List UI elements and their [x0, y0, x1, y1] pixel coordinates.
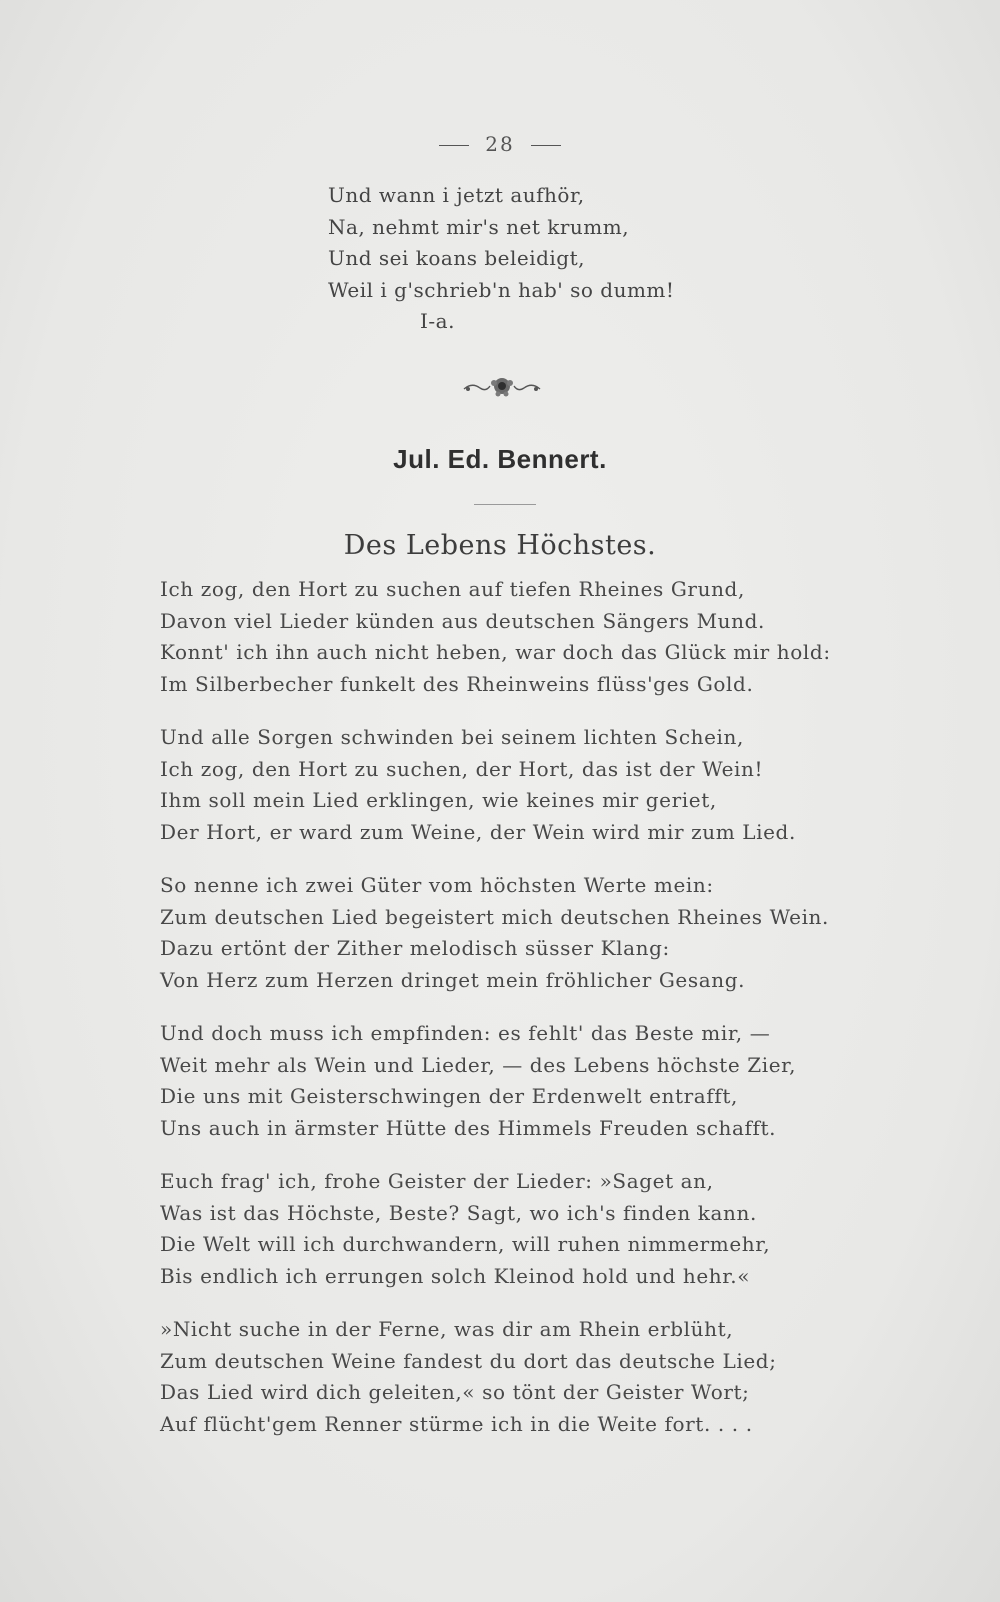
poem-line: Uns auch in ärmster Hütte des Himmels Freuden schafft. — [160, 1115, 777, 1140]
poem-line: Was ist das Höchste, Beste? Sagt, wo ich's finden kann. — [160, 1200, 757, 1225]
poem-body — [160, 574, 920, 1462]
poem-line: Zum deutschen Weine fandest du dort das deutsche Lied; — [160, 1348, 777, 1373]
intro-line: Weil i g'schrieb'n hab' so dumm! — [328, 277, 675, 302]
stanza — [160, 1314, 920, 1440]
intro-line: Und sei koans beleidigt, — [328, 246, 585, 270]
intro-signature: I-a. — [420, 309, 455, 333]
poem-line: So nenne ich zwei Güter vom höchsten Werte mein: — [160, 873, 714, 897]
poem-line: Zum deutschen Lied begeistert mich deutschen Rheines Wein. — [160, 904, 829, 929]
stanza — [160, 1166, 920, 1292]
stanza — [160, 574, 920, 700]
intro-line: Und wann i jetzt aufhör, — [328, 183, 585, 207]
stanza — [160, 722, 920, 848]
poem-line: Die Welt will ich durchwandern, will ruhen nimmermehr, — [160, 1232, 771, 1256]
title-divider — [474, 504, 536, 505]
poem-line: Im Silberbecher funkelt des Rheinweins flüss'ges Gold. — [160, 671, 754, 696]
poem-line: »Nicht suche in der Ferne, was dir am Rhein erblüht, — [160, 1317, 734, 1341]
poem-line: Ich zog, den Hort zu suchen, der Hort, das ist der Wein! — [160, 756, 764, 781]
poem-title: Des Lebens Höchstes. — [343, 530, 657, 561]
intro-line: Na, nehmt mir's net krumm, — [328, 214, 630, 239]
poem-line: Bis endlich ich errungen solch Kleinod hold und hehr.« — [160, 1263, 751, 1288]
poem-line: Davon viel Lieder künden aus deutschen Sängers Mund. — [160, 608, 765, 633]
poem-line: Ihm soll mein Lied erklingen, wie keines mir geriet, — [160, 788, 717, 812]
header-dash-left — [439, 145, 469, 146]
poem-line: Ich zog, den Hort zu suchen auf tiefen Rheines Grund, — [160, 577, 745, 601]
poem-line: Das Lied wird dich geleiten,« so tönt der Geister Wort; — [160, 1380, 750, 1404]
poem-line: Und doch muss ich empfinden: es fehlt' das Beste mir, — — [160, 1021, 771, 1045]
poem-line: Dazu ertönt der Zither melodisch süsser Klang: — [160, 936, 670, 960]
page-number: 28 — [485, 132, 515, 156]
intro-verse — [328, 180, 674, 338]
page-header — [0, 132, 1000, 156]
poem-line: Von Herz zum Herzen dringet mein fröhlicher Gesang. — [160, 967, 746, 992]
stanza — [160, 1018, 920, 1144]
poem-line: Weit mehr als Wein und Lieder, — des Lebens höchste Zier, — [160, 1052, 797, 1077]
poem-line: Und alle Sorgen schwinden bei seinem lichten Schein, — [160, 725, 744, 749]
header-dash-right — [531, 145, 561, 146]
stanza — [160, 870, 920, 996]
poem-line: Euch frag' ich, frohe Geister der Lieder: »Saget an, — [160, 1169, 714, 1193]
floral-ornament-icon — [460, 372, 544, 402]
poem-line: Die uns mit Geisterschwingen der Erdenwelt entrafft, — [160, 1084, 738, 1108]
poem-line: Auf flücht'gem Renner stürme ich in die Weite fort. . . . — [160, 1411, 753, 1436]
author-name: Jul. Ed. Bennert. — [393, 444, 607, 474]
poem-line: Der Hort, er ward zum Weine, der Wein wird mir zum Lied. — [160, 819, 796, 844]
poem-line: Konnt' ich ihn auch nicht heben, war doch das Glück mir hold: — [160, 640, 831, 664]
